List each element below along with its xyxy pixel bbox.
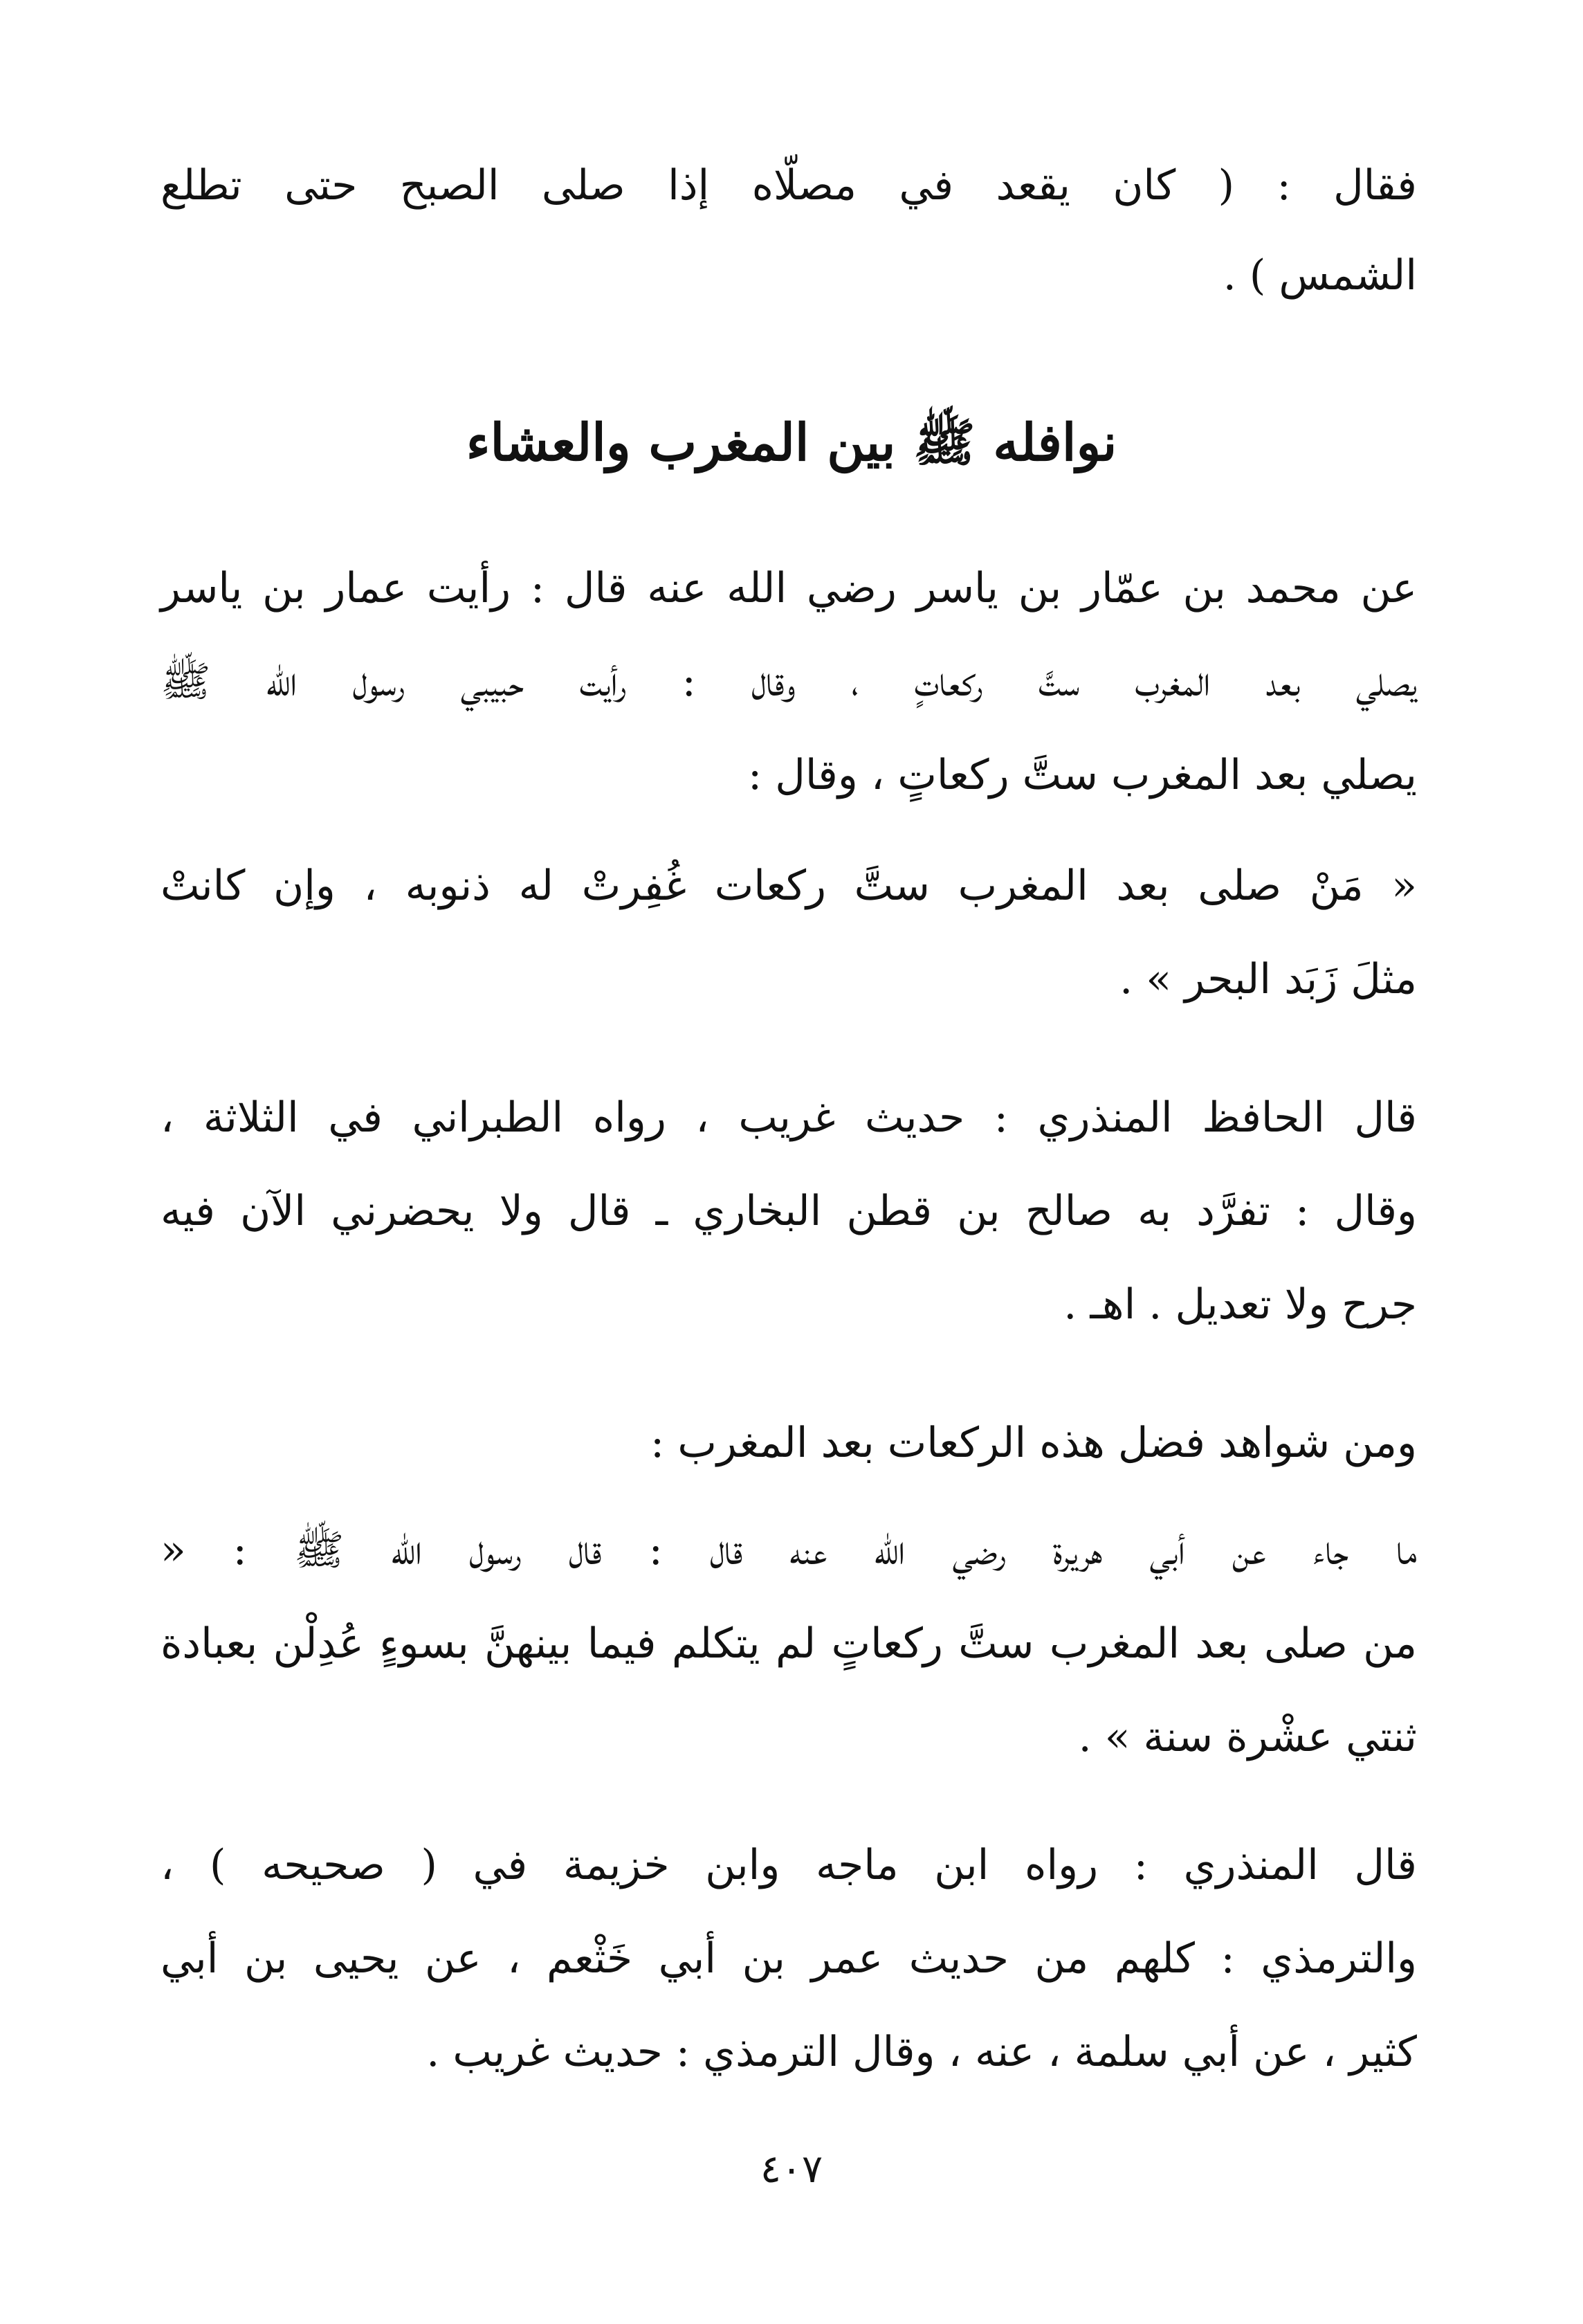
text-line: كثير ، عن أبي سلمة ، عنه ، وقال الترمذي : حديث غريب . <box>426 2028 1417 2076</box>
text-line: مثلَ زَبَد البحر » . <box>1119 955 1417 1004</box>
text-line: عن محمد بن عمّار بن ياسر رضي الله عنه قال : رأيت عمار بن ياسر <box>161 564 1417 612</box>
text-line: والترمذي : كلهم من حديث عمر بن أبي خَثْعم ، عن يحيى بن أبي <box>161 1934 1417 1983</box>
text-line: ومن شواهد فضل هذه الركعات بعد المغرب : <box>650 1419 1417 1467</box>
text-line: « مَنْ صلى بعد المغرب ستَّ ركعات غُفِرتْ له ذنوبه ، وإن كانتْ <box>161 862 1417 910</box>
text-line: جرح ولا تعديل . اهـ . <box>1063 1280 1417 1329</box>
text-line: فقال : ( كان يقعد في مصلّاه إذا صلى الصبح حتى تطلع <box>161 161 1417 210</box>
text-line: قال الحافظ المنذري : حديث غريب ، رواه الطبراني في الثلاثة ، <box>161 1093 1417 1142</box>
text-line: الشمس ) . <box>1223 251 1417 300</box>
text-line: من صلى بعد المغرب ستَّ ركعاتٍ لم يتكلم فيما بينهنَّ بسوءٍ عُدِلْن بعبادة <box>161 1619 1417 1668</box>
text-line: يصلي بعد المغرب ستَّ ركعاتٍ ، وقال : رأيت حبيبي رسول الله ﷺ <box>161 657 1417 706</box>
text-line: ما جاء عن أبي هريرة رضي الله عنه قال : قال رسول الله ﷺ : « <box>161 1526 1417 1574</box>
text-line: قال المنذري : رواه ابن ماجه وابن خزيمة في ( صحيحه ) ، <box>161 1841 1417 1889</box>
text-line: ثنتي عشْرة سنة » . <box>1078 1713 1417 1761</box>
text-line: وقال : تفرَّد به صالح بن قطن البخاري ـ قال ولا يحضرني الآن فيه <box>161 1187 1417 1235</box>
text-line: يصلي بعد المغرب ستَّ ركعاتٍ ، وقال : <box>748 751 1417 799</box>
page-number: ٤٠٧ <box>760 2147 823 2192</box>
section-heading: نوافله ﷺ بين المغرب والعشاء <box>466 413 1117 473</box>
